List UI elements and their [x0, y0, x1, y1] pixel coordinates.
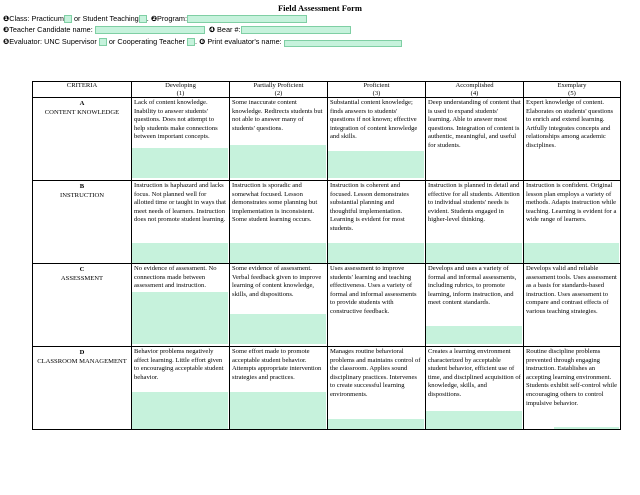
evaluator-label: Evaluator: [9, 37, 43, 46]
step-1-marker: ❶ [3, 14, 10, 23]
form-title: Field Assessment Form [277, 3, 363, 13]
header-line-evaluator: ❺Evaluator: UNC Supervisor or Cooperating Teacher . ❻ Print evaluator's name: [3, 37, 402, 47]
rubric-cell-partially-proficient[interactable]: Instruction is sporadic and somewhat focused. Lesson demonstrates some planning but implementation is inconsistent. Some student learning occurs. [230, 181, 328, 264]
class-label: Class: [9, 14, 30, 23]
step-6-marker: ❻ [199, 37, 206, 46]
cooperating-teacher-label: or Cooperating Teacher [108, 37, 185, 46]
header-line-class: ❶Class: Practicum or Student Teaching . ❷Program: [3, 14, 307, 24]
rubric-cell-accomplished[interactable]: Creates a learning environment characterized by acceptable student behavior, efficient use of time, and disciplined acquisition of knowledge, skills, and dispositions. [426, 347, 524, 430]
practicum-checkbox[interactable] [64, 15, 72, 23]
evaluator-name-field[interactable] [284, 40, 402, 47]
criteria-cell: D CLASSROOM MANAGEMENT [33, 347, 132, 430]
rubric-row-classroom-management [33, 347, 621, 430]
bear-label: Bear #: [217, 25, 241, 34]
program-label: Program: [157, 14, 188, 23]
header-line-candidate [3, 25, 351, 35]
cooperating-teacher-checkbox[interactable] [187, 38, 195, 46]
student-teaching-label: or Student Teaching [73, 14, 139, 23]
rubric-cell-developing[interactable]: Behavior problems negatively affect learning. Little effort given to encouraging acceptable student behavior. [132, 347, 230, 430]
criteria-cell: A CONTENT KNOWLEDGE [33, 98, 132, 181]
rubric-cell-partially-proficient[interactable]: Some evidence of assessment. Verbal feedback given to improve learning of content knowledge, skills, and dispositions. [230, 264, 328, 347]
candidate-label: Teacher Candidate name: [9, 25, 93, 34]
print-name-label: Print evaluator's name: [207, 37, 282, 46]
rubric-cell-proficient[interactable]: Substantial content knowledge; finds answers to students' questions if not known; effective integration of content knowledge and skills. [328, 98, 426, 181]
step-5-marker: ❺ [3, 37, 10, 46]
col-accomplished: Accomplished (4) [426, 82, 524, 98]
candidate-name-field[interactable] [95, 26, 205, 34]
rubric-row-assessment [33, 264, 621, 347]
unc-supervisor-label: UNC Supervisor [44, 37, 97, 46]
rubric-cell-proficient[interactable]: Manages routine behavioral problems and maintains control of the classroom. Applies sound disciplinary practices. Intervenes to create successful learning environments. [328, 347, 426, 430]
rubric-cell-proficient[interactable]: Instruction is coherent and focused. Lesson demonstrates substantial planning and thoughtful implementation. Learning is evident for most students. [328, 181, 426, 264]
unc-supervisor-checkbox[interactable] [99, 38, 107, 46]
step-3-marker: ❸ [3, 25, 10, 34]
criteria-cell: C ASSESSMENT [33, 264, 132, 347]
student-teaching-checkbox[interactable] [139, 15, 147, 23]
step-4-marker: ❹ [208, 25, 215, 34]
evaluator-name-line [284, 39, 402, 47]
rubric-cell-accomplished[interactable]: Deep understanding of content that is used to expand students' learning. Able to answer most questions. Integration of content is authentic, meaningful, and useful for students. [426, 98, 524, 181]
criteria-cell: B INSTRUCTION [33, 181, 132, 264]
rubric-cell-exemplary[interactable]: Expert knowledge of content. Elaborates on students' questions to enrich and extend learning. Artfully integrates concepts and relationships among academic disciplines. [524, 98, 621, 181]
rubric-cell-exemplary[interactable]: Routine discipline problems prevented through engaging instruction. Establishes an accepting learning environment. Students exhibit self-control while encouraging others to control impulsive behavior. [524, 347, 621, 430]
col-developing: Developing (1) [132, 82, 230, 98]
rubric-header-row [33, 82, 621, 98]
rubric-table [32, 81, 621, 430]
rubric-cell-exemplary[interactable]: Instruction is confident. Original lesson plan employs a variety of methods. Adapts instruction while teaching. Learning is evident for a wide range of learners. [524, 181, 621, 264]
col-criteria: CRITERIA [33, 82, 132, 98]
col-proficient: Proficient (3) [328, 82, 426, 98]
rubric-cell-proficient[interactable]: Uses assessment to improve students' learning and teaching effectiveness. Uses a variety of formal and informal assessments to provide students with constructive feedback. [328, 264, 426, 347]
rubric-row-content-knowledge [33, 98, 621, 181]
step-2-marker: ❷ [150, 14, 157, 23]
bear-number-field[interactable] [241, 26, 351, 34]
rubric-cell-exemplary[interactable]: Develops valid and reliable assessment tools. Uses assessment as a basis for standards-based instruction. Uses assessment to compare and contrast effects of various teaching strategies. [524, 264, 621, 347]
rubric-cell-developing[interactable]: Lack of content knowledge. Inability to answer students' questions. Does not attempt to help students make connections between important concepts. [132, 98, 230, 181]
col-exemplary: Exemplary (5) [524, 82, 621, 98]
rubric-cell-developing[interactable]: No evidence of assessment. No connections made between assessment and instruction. [132, 264, 230, 347]
rubric-row-instruction [33, 181, 621, 264]
rubric-cell-partially-proficient[interactable]: Some inaccurate content knowledge. Redirects students but not able to answer many of students' questions. [230, 98, 328, 181]
col-partially-proficient: Partially Proficient (2) [230, 82, 328, 98]
rubric-cell-developing[interactable]: Instruction is haphazard and lacks focus. Not planned well for allotted time or taught in ways that meet needs of learners. Instruction does not promote student learning. [132, 181, 230, 264]
rubric-cell-accomplished[interactable]: Develops and uses a variety of formal and informal assessments, including rubrics, to promote learning, inform instruction, and meet content standards. [426, 264, 524, 347]
practicum-label: Practicum [31, 14, 64, 23]
rubric-cell-accomplished[interactable]: Instruction is planned in detail and effective for all students. Attention to individual students' needs is evident. Students engaged in higher-level thinking. [426, 181, 524, 264]
program-field[interactable] [187, 15, 307, 23]
rubric-cell-partially-proficient[interactable]: Some effort made to promote acceptable student behavior. Attempts appropriate intervention strategies and practices. [230, 347, 328, 430]
